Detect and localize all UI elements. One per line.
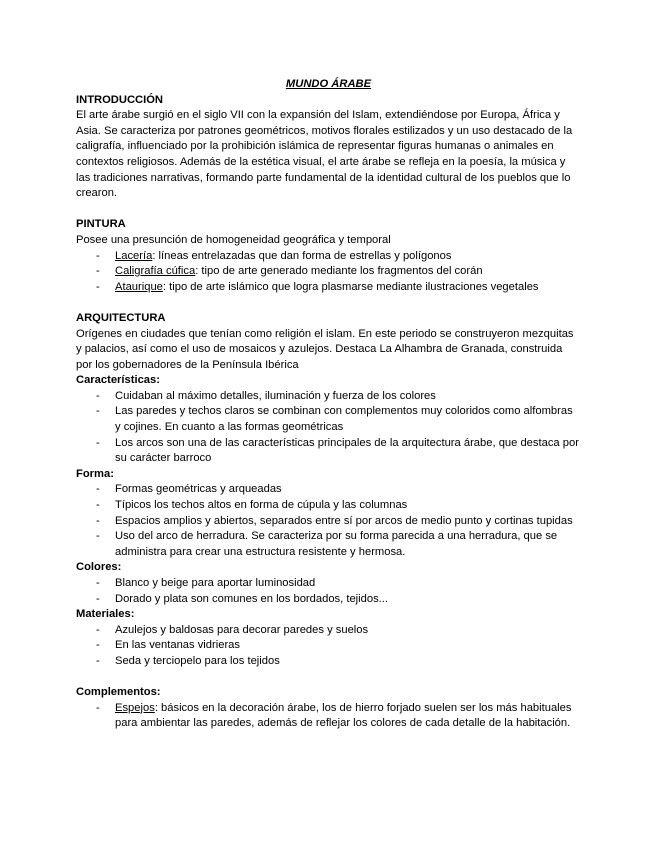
list-item: - Azulejos y baldosas para decorar paredes y suelos <box>76 623 581 639</box>
colores-heading: Colores: <box>76 561 122 574</box>
list-item: - Dorado y plata son comunes en los bordados, tejidos... <box>76 592 581 608</box>
caracteristicas-list <box>76 389 581 467</box>
pintura-paragraph: Posee una presunción de homogeneidad geográfica y temporal <box>76 233 391 246</box>
document-body <box>76 77 581 732</box>
term-description: : tipo de arte generado mediante los fragmentos del corán <box>195 265 483 278</box>
term-ataurique: Ataurique <box>115 280 163 293</box>
list-item: - Uso del arco de herradura. Se caracteriza por su forma parecida a una herradura, que se administra para crear una estructura resistente y hermosa. <box>76 529 581 560</box>
list-item <box>76 249 581 265</box>
term-caligrafia: Caligrafía cúfica <box>115 265 196 278</box>
forma-list <box>76 482 581 560</box>
caracteristicas-heading: Características: <box>76 374 160 387</box>
complementos-list <box>76 701 581 732</box>
term-description: : líneas entrelazadas que dan forma de estrellas y polígonos <box>152 249 452 262</box>
pintura-list <box>76 249 581 296</box>
spacer <box>76 670 581 686</box>
list-item <box>76 264 581 280</box>
list-item: - En las ventanas vidrieras <box>76 638 581 654</box>
list-item: - Formas geométricas y arqueadas <box>76 482 581 498</box>
list-item <box>76 701 581 732</box>
list-item: - Seda y terciopelo para los tejidos <box>76 654 581 670</box>
colores-list <box>76 576 581 607</box>
spacer <box>76 295 581 311</box>
page-title: MUNDO ÁRABE <box>285 78 372 90</box>
forma-heading: Forma: <box>76 467 114 480</box>
materiales-heading: Materiales: <box>76 608 135 621</box>
list-item: - Las paredes y techos claros se combinan con complementos muy coloridos como alfombras y cojines. En cuanto a las formas geométricas <box>76 404 581 435</box>
arquitectura-heading: ARQUITECTURA <box>76 311 166 324</box>
list-item: - Los arcos son una de las características principales de la arquitectura árabe, que destaca por su carácter barroco <box>76 436 581 467</box>
intro-paragraph: El arte árabe surgió en el siglo VII con la expansión del Islam, extendiéndose por Europa, África y Asia. Se caracteriza por patrones geométricos, motivos florales estilizados y un uso destacado de la caligrafía, influenciado por la prohibición islámica de representar figuras humanas o animales en contextos religiosos. Además de la estética visual, el arte árabe se refleja en la poesía, la música y las tradiciones narrativas, formando parte fundamental de la identidad cultural de los pueblos que lo crearon. <box>76 109 573 200</box>
arquitectura-paragraph: Orígenes en ciudades que tenían como religión el islam. En este periodo se construyeron mezquitas y palacios, así como el uso de mosaicos y azulejos. Destaca La Alhambra de Granada, construida por los gobernadores de la Península Ibérica <box>76 327 574 371</box>
term-laceria: Lacería <box>115 249 153 262</box>
term-description: : básicos en la decoración árabe, los de hierro forjado suelen ser los más habituales para ambientar las paredes, además de reflejar los colores de cada detalle de la habitación. <box>115 701 572 730</box>
complementos-heading: Complementos: <box>76 686 161 699</box>
list-item <box>76 280 581 296</box>
list-item: - Blanco y beige para aportar luminosidad <box>76 576 581 592</box>
term-description: : tipo de arte islámico que logra plasmarse mediante ilustraciones vegetales <box>162 280 539 293</box>
list-item: - Cuidaban al máximo detalles, iluminación y fuerza de los colores <box>76 389 581 405</box>
pintura-heading: PINTURA <box>76 218 126 231</box>
materiales-list <box>76 623 581 670</box>
list-item: - Típicos los techos altos en forma de cúpula y las columnas <box>76 498 581 514</box>
intro-heading: INTRODUCCIÓN <box>76 93 164 106</box>
list-item: - Espacios amplios y abiertos, separados entre sí por arcos de medio punto y cortinas tupidas <box>76 514 581 530</box>
spacer <box>76 202 581 218</box>
term-espejos: Espejos <box>115 701 155 714</box>
